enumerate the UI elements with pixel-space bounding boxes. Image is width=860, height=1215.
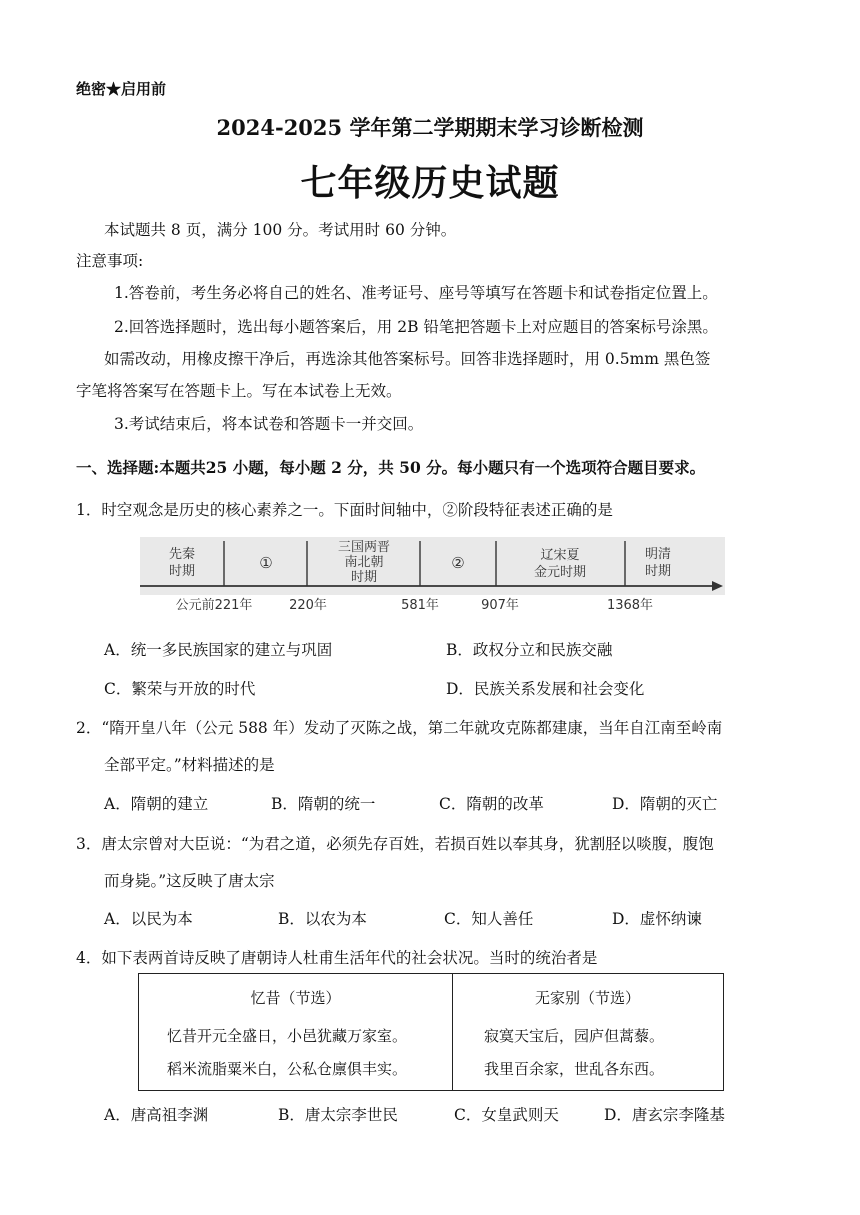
tl-box-4-l2: 金元时期 — [533, 565, 587, 580]
q3-stem-1: 3．唐太宗曾对大臣说：“为君之道，必须先存百姓，若损百姓以奉其身，犹割胫以啖腹，腹饱 — [76, 835, 714, 853]
tl-date-0: 公元前221年 — [175, 598, 253, 613]
exam-title: 七年级历史试题 — [300, 162, 560, 204]
q3-option-c: C．知人善任 — [444, 910, 534, 928]
q3-option-a: A．以民为本 — [104, 910, 193, 928]
tl-box-0-l2: 时期 — [168, 564, 196, 579]
tl-box-1: ① — [259, 554, 273, 572]
q4-option-d: D．唐玄宗李隆基 — [604, 1106, 725, 1124]
q3-stem-2: 而身毙。”这反映了唐太宗 — [104, 872, 275, 890]
q4-option-c: C．女皇武则天 — [454, 1106, 559, 1124]
poem-right-line-2: 我里百余家，世乱各东西。 — [484, 1060, 665, 1078]
poem-left-line-1: 忆昔开元全盛日，小邑犹藏万家室。 — [167, 1027, 408, 1045]
tl-box-0-l1: 先秦 — [168, 547, 196, 562]
poem-right-title: 无家别（节选） — [534, 989, 640, 1007]
poem-right-line-1: 寂寞天宝后，园庐但蒿藜。 — [484, 1027, 665, 1045]
q1-option-b: B．政权分立和民族交融 — [446, 641, 613, 659]
q4-option-b: B．唐太宗李世民 — [278, 1106, 398, 1124]
notice-2c: 字笔将答案写在答题卡上。写在本试卷上无效。 — [76, 382, 402, 400]
notice-1: 1.答卷前，考生务必将自己的姓名、准考证号、座号等填写在答题卡和试卷指定位置上。 — [114, 284, 718, 302]
tl-date-3: 907年 — [481, 598, 519, 613]
q1-option-c: C．繁荣与开放的时代 — [104, 680, 256, 698]
q1-option-a: A．统一多民族国家的建立与巩固 — [104, 641, 333, 659]
notice-label: 注意事项: — [76, 252, 144, 270]
q2-option-c: C．隋朝的改革 — [439, 795, 544, 813]
tl-box-5-l1: 明清 — [644, 547, 672, 562]
q3-option-d: D．虚怀纳谏 — [612, 910, 702, 928]
q2-stem-1: 2．“隋开皇八年（公元 588 年）发动了灭陈之战，第二年就攻克陈都建康，当年自江南至岭南 — [76, 719, 723, 737]
section-heading: 一、选择题:本题共25 小题，每小题 2 分，共 50 分。每小题只有一个选项符合题目要求。 — [76, 458, 706, 477]
confidential-mark: 绝密★启用前 — [76, 80, 167, 98]
poem-left-title: 忆昔（节选） — [250, 989, 341, 1007]
q3-option-b: B．以农为本 — [278, 910, 367, 928]
tl-date-4: 1368年 — [606, 598, 654, 613]
exam-subtitle: 2024-2025 学年第二学期期末学习诊断检测 — [216, 115, 644, 140]
tl-box-2-l3: 时期 — [350, 570, 378, 585]
notice-3: 3.考试结束后，将本试卷和答题卡一并交回。 — [114, 415, 424, 433]
timeline-figure — [140, 537, 725, 617]
exam-info: 本试题共 8 页，满分 100 分。考试用时 60 分钟。 — [104, 221, 457, 239]
poem-left-line-2: 稻米流脂粟米白，公私仓廪俱丰实。 — [167, 1060, 408, 1078]
q1-option-d: D．民族关系发展和社会变化 — [446, 680, 645, 698]
notice-2b: 如需改动，用橡皮擦干净后，再选涂其他答案标号。回答非选择题时，用 0.5mm 黑色签 — [104, 350, 711, 368]
poem-table — [138, 973, 724, 1091]
tl-box-5-l2: 时期 — [644, 564, 672, 579]
q4-stem: 4．如下表两首诗反映了唐朝诗人杜甫生活年代的社会状况。当时的统治者是 — [76, 949, 598, 967]
q2-option-d: D．隋朝的灭亡 — [612, 795, 718, 813]
q2-option-b: B．隋朝的统一 — [271, 795, 376, 813]
tl-date-2: 581年 — [401, 598, 439, 613]
tl-box-4-l1: 辽宋夏 — [540, 548, 580, 563]
q4-option-a: A．唐高祖李渊 — [104, 1106, 209, 1124]
q1-stem: 1．时空观念是历史的核心素养之一。下面时间轴中，②阶段特征表述正确的是 — [76, 501, 613, 519]
q2-option-a: A．隋朝的建立 — [104, 795, 209, 813]
q2-stem-2: 全部平定。”材料描述的是 — [104, 756, 275, 774]
tl-box-3: ② — [451, 554, 465, 572]
tl-box-2-l2: 南北朝 — [344, 555, 384, 570]
tl-box-2-l1: 三国两晋 — [337, 540, 391, 555]
notice-2a: 2.回答选择题时，选出每小题答案后，用 2B 铅笔把答题卡上对应题目的答案标号涂黑。 — [114, 318, 718, 336]
tl-date-1: 220年 — [289, 598, 327, 613]
